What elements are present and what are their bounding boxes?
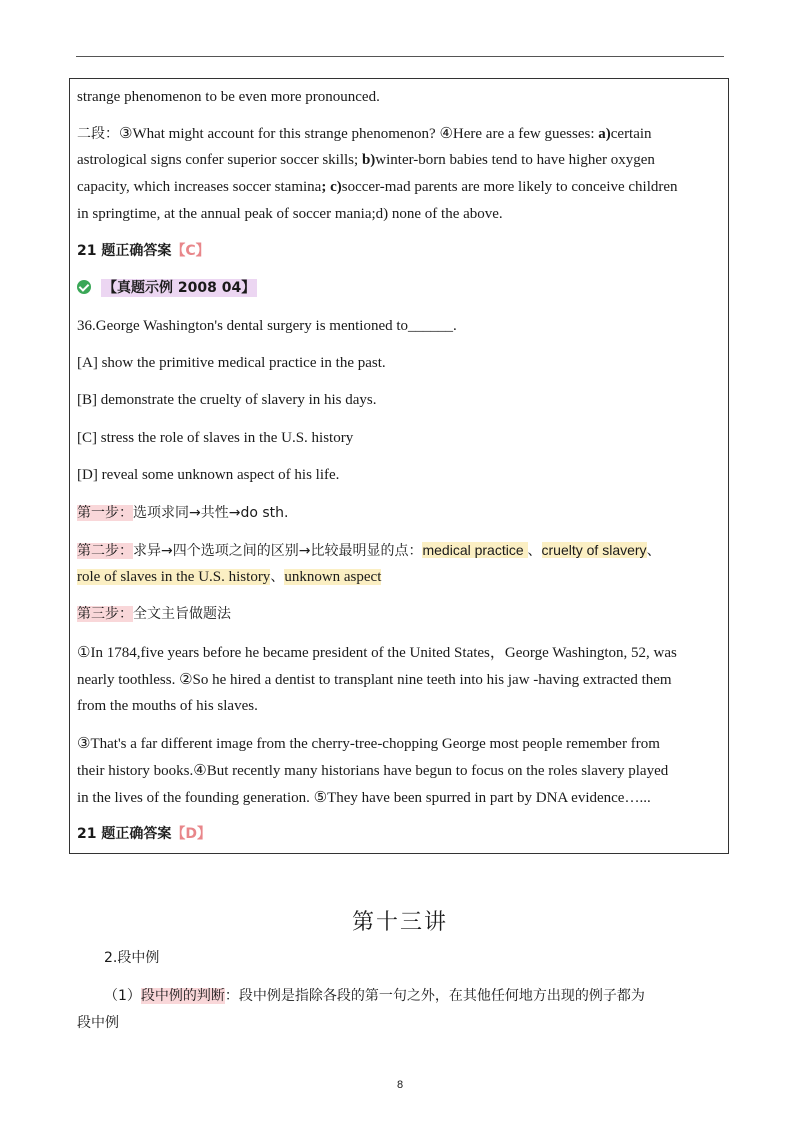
- passage1-line2: nearly toothless. ②So he hired a dentist to transplant nine teeth into his jaw -having extracted them: [77, 670, 672, 688]
- page-number: 8: [396, 1079, 404, 1091]
- step-2-line2: role of slaves in the U.S. history、unknown aspect: [77, 569, 382, 585]
- passage1-line1: ①In 1784,five years before he became president of the United States，George Washington, 52, was: [77, 643, 677, 661]
- box-para1: strange phenomenon to be even more pronounced.: [77, 89, 380, 105]
- item1-line2: 段中例: [77, 1015, 119, 1031]
- example-tag: 【真题示例 2008 04】: [103, 280, 256, 296]
- passage2-line2: their history books.④But recently many historians have begun to focus on the roles slavery played: [77, 761, 669, 779]
- header-rule: [76, 56, 724, 57]
- option-c: [C] stress the role of slaves in the U.S. history: [77, 430, 354, 446]
- item1-line1: （1）段中例的判断：段中例是指除各段的第一句之外，在其他任何地方出现的例子都为: [104, 988, 645, 1004]
- check-circle-icon: [77, 280, 91, 294]
- passage1-line3: from the mouths of his slaves.: [77, 698, 258, 714]
- box-para2-line1: 二段：③What might account for this strange phenomenon? ④Here are a few guesses: a)certain: [77, 124, 652, 142]
- passage2-line3: in the lives of the founding generation. ⑤They have been spurred in part by DNA evidence…...: [77, 788, 651, 806]
- question-36: 36.George Washington's dental surgery is mentioned to______.: [77, 318, 457, 334]
- option-d: [D] reveal some unknown aspect of his life.: [77, 467, 340, 483]
- option-b: [B] demonstrate the cruelty of slavery in his days.: [77, 392, 377, 408]
- step-3: 第三步：全文主旨做题法: [77, 606, 231, 622]
- option-a: [A] show the primitive medical practice in the past.: [77, 355, 386, 371]
- passage2-line1: ③That's a far different image from the cherry-tree-chopping George most people remember from: [77, 734, 660, 752]
- box-para2-line4: in springtime, at the annual peak of soccer mania;d) none of the above.: [77, 206, 503, 222]
- section-heading: 2.段中例: [104, 950, 160, 966]
- step-2-line1: 第二步：求异→四个选项之间的区别→比较最明显的点：medical practice 、cruelty of slavery、: [77, 542, 661, 559]
- lecture-title: 第十三讲: [351, 910, 448, 935]
- answer-line-2: 21 题正确答案【D】: [77, 826, 211, 842]
- example-tag-line: [77, 279, 257, 297]
- box-para2-line3: capacity, which increases soccer stamina; c)soccer-mad parents are more likely to conceive children: [77, 179, 678, 195]
- step-1: 第一步：选项求同→共性→do sth.: [77, 505, 289, 521]
- box-para2-line2: astrological signs confer superior soccer skills; b)winter-born babies tend to have higher oxygen: [77, 152, 655, 168]
- answer-line-1: 21 题正确答案【C】: [77, 243, 210, 259]
